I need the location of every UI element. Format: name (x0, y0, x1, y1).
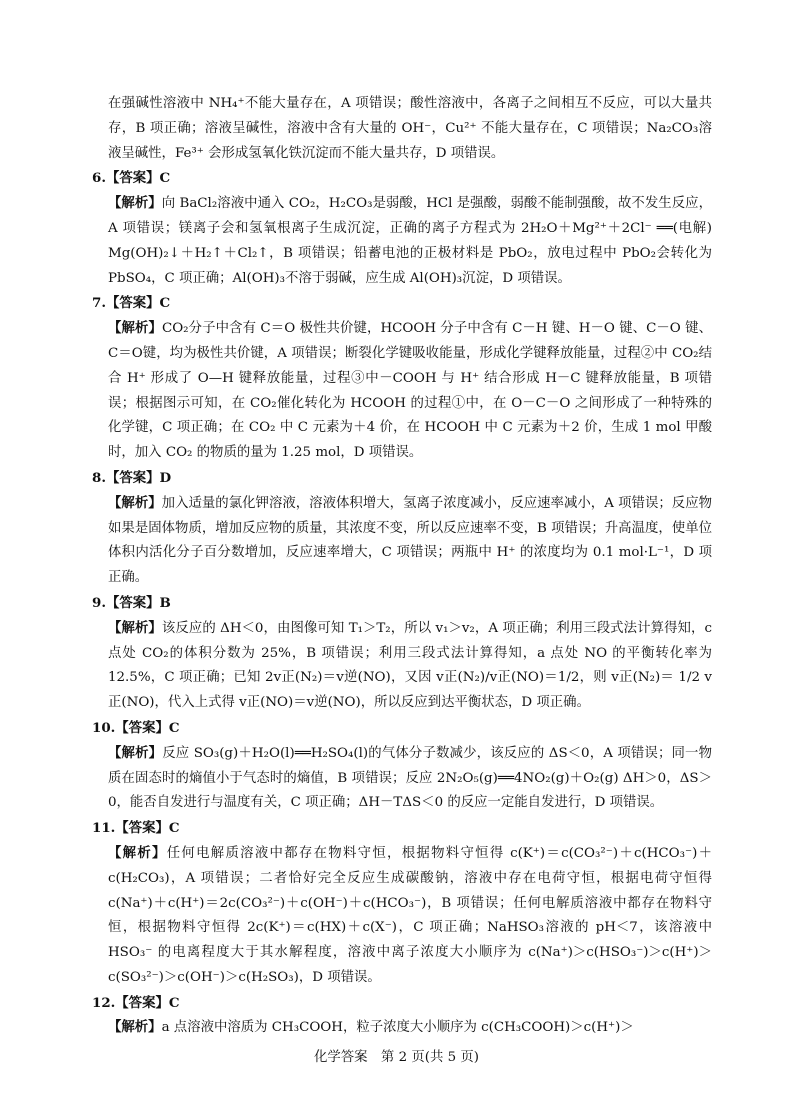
analysis-paragraph (108, 616, 712, 716)
question-number: 6. (92, 170, 106, 187)
answer-value: B (159, 594, 171, 611)
analysis-label: 【解析】 (108, 1019, 162, 1036)
answer-line (92, 291, 712, 316)
analysis-label: 【解析】 (108, 320, 162, 337)
question-number: 9. (92, 594, 106, 611)
answer-value: D (159, 469, 172, 486)
answer-value: C (159, 295, 171, 312)
analysis-label: 【解析】 (108, 195, 162, 212)
analysis-label: 【解析】 (108, 494, 162, 511)
answer-value: C (159, 170, 171, 187)
answer-line (92, 166, 712, 191)
answer-value: C (168, 820, 180, 837)
analysis-paragraph (108, 841, 712, 991)
question-number: 8. (92, 469, 106, 486)
analysis-label: 【解析】 (108, 619, 162, 636)
question-number: 10. (92, 719, 116, 736)
question-number: 12. (92, 994, 116, 1011)
answer-label: 【答案】 (105, 170, 160, 187)
analysis-text: 反应 SO₃(g)＋H₂O(l)══H₂SO₄(l)的气体分子数减少，该反应的 ΔS＜0，A 项错误；同一物质在固态时的熵值小于气态时的熵值，B 项错误；反应 2N₂O₅(g)══4NO₂(g)＋O₂(g) ΔH＞0，ΔS＞0，能否自发进行与温度有关，C 项正确；ΔH－TΔS＜0 的反应一定能自发进行，D 项错误。 (108, 745, 712, 811)
answer-value: C (168, 719, 180, 736)
answer-line (92, 591, 712, 616)
question-number: 11. (92, 820, 116, 837)
answer-body (92, 92, 713, 1041)
analysis-paragraph (108, 741, 712, 816)
analysis-label: 【解析】 (108, 844, 167, 861)
analysis-text: 向 BaCl₂溶液中通入 CO₂，H₂CO₃是弱酸，HCl 是强酸，弱酸不能制强酸，故不发生反应，A 项错误；镁离子会和氢氧根离子生成沉淀，正确的离子方程式为 2H₂O＋Mg²⁺＋2Cl⁻ ══(电解) Mg(OH)₂↓＋H₂↑＋Cl₂↑，B 项错误；铅蓄电池的正极材料是 PbO₂，放电过程中 PbO₂会转化为 PbSO₄，C 项正确；Al(OH)₃不溶于弱碱，应生成 Al(OH)₃沉淀，D 项错误。 (108, 196, 712, 286)
answer-label: 【答案】 (105, 295, 160, 312)
answer-line (92, 716, 712, 741)
analysis-paragraph (108, 316, 712, 466)
analysis-text: 加入适量的氯化钾溶液，溶液体积增大，氢离子浓度减小，反应速率减小，A 项错误；反应物如果是固体物质，增加反应物的质量，其浓度不变，所以反应速率不变，B 项错误；升高温度，使单位体积内活化分子百分数增加，反应速率增大，C 项错误；两瓶中 H⁺ 的浓度均为 0.1 mol·L⁻¹，D 项正确。 (108, 495, 713, 586)
answer-label: 【答案】 (115, 719, 169, 736)
answer-label: 【答案】 (115, 994, 169, 1011)
answer-line (92, 816, 712, 841)
analysis-paragraph (108, 191, 712, 291)
text-paragraph: 在强碱性溶液中 NH₄⁺不能大量存在，A 项错误；酸性溶液中，各离子之间相互不反应，可以大量共存，B 项正确；溶液呈碱性，溶液中含有大量的 OH⁻，Cu²⁺ 不能大量存在，C 项错误；Na₂CO₃溶液呈碱性，Fe³⁺ 会形成氢氧化铁沉淀而不能大量共存，D 项错误。 (108, 96, 712, 161)
answer-value: C (168, 994, 180, 1011)
analysis-text: a 点溶液中溶质为 CH₃COOH，粒子浓度大小顺序为 c(CH₃COOH)＞c(H⁺)＞ (161, 1020, 634, 1036)
answer-label: 【答案】 (105, 469, 160, 486)
answer-line (92, 466, 712, 491)
answer-line (92, 991, 712, 1016)
analysis-label: 【解析】 (108, 744, 163, 761)
question-number: 7. (92, 295, 106, 312)
analysis-text: 该反应的 ΔH＜0，由图像可知 T₁＞T₂，所以 v₁＞v₂，A 项正确；利用三段式法计算得知，c 点处 CO₂的体积分数为 25%，B 项错误；利用三段式法计算得知，a 点处 NO 的平衡转化率为 12.5%，C 项正确；已知 2v正(N₂)＝v逆(NO)，又因 v正(N₂)/v正(NO)＝1/2，则 v正(N₂)＝ 1/2 v正(NO)，代入上式得 v正(NO)＝v逆(NO)，所以反应到达平衡状态，D 项正确。 (108, 620, 712, 711)
analysis-paragraph (108, 1015, 712, 1041)
analysis-text: CO₂分子中含有 C＝O 极性共价键，HCOOH 分子中含有 C－H 键、H－O 键、C－O 键、C＝O键，均为极性共价键，A 项错误；断裂化学键吸收能量，形成化学键释放能量，过程②中 CO₂结合 H⁺ 形成了 O—H 键释放能量，过程③中－COOH 与 H⁺ 结合形成 H－C 键释放能量，B 项错误；根据图示可知，在 CO₂催化转化为 HCOOH 的过程①中，在 O－C－O 之间形成了一种特殊的化学键，C 项正确；在 CO₂ 中 C 元素为＋4 价，在 HCOOH 中 C 元素为＋2 价，生成 1 mol 甲酸时，加入 CO₂ 的物质的量为 1.25 mol，D 项错误。 (108, 321, 713, 461)
answer-label: 【答案】 (115, 820, 169, 837)
answer-label: 【答案】 (105, 594, 160, 611)
analysis-text: 任何电解质溶液中都存在物料守恒，根据物料守恒得 c(K⁺)＝c(CO₃²⁻)＋c(HCO₃⁻)＋c(H₂CO₃)，A 项错误；二者恰好完全反应生成碳酸钠，溶液中存在电荷守恒，根据电荷守恒得 c(Na⁺)＋c(H⁺)＝2c(CO₃²⁻)＋c(OH⁻)＋c(HCO₃⁻)，B 项错误；任何电解质溶液中都存在物料守恒，根据物料守恒得 2c(K⁺)＝c(HX)＋c(X⁻)，C 项正确；NaHSO₃溶液的 pH＜7，该溶液中 HSO₃⁻ 的电离程度大于其水解程度，溶液中离子浓度大小顺序为 c(Na⁺)＞c(HSO₃⁻)＞c(H⁺)＞c(SO₃²⁻)＞c(OH⁻)＞c(H₂SO₃)，D 项错误。 (108, 845, 712, 985)
page-footer: 化学答案 第 2 页(共 5 页) (313, 1050, 480, 1065)
analysis-paragraph (108, 491, 712, 591)
